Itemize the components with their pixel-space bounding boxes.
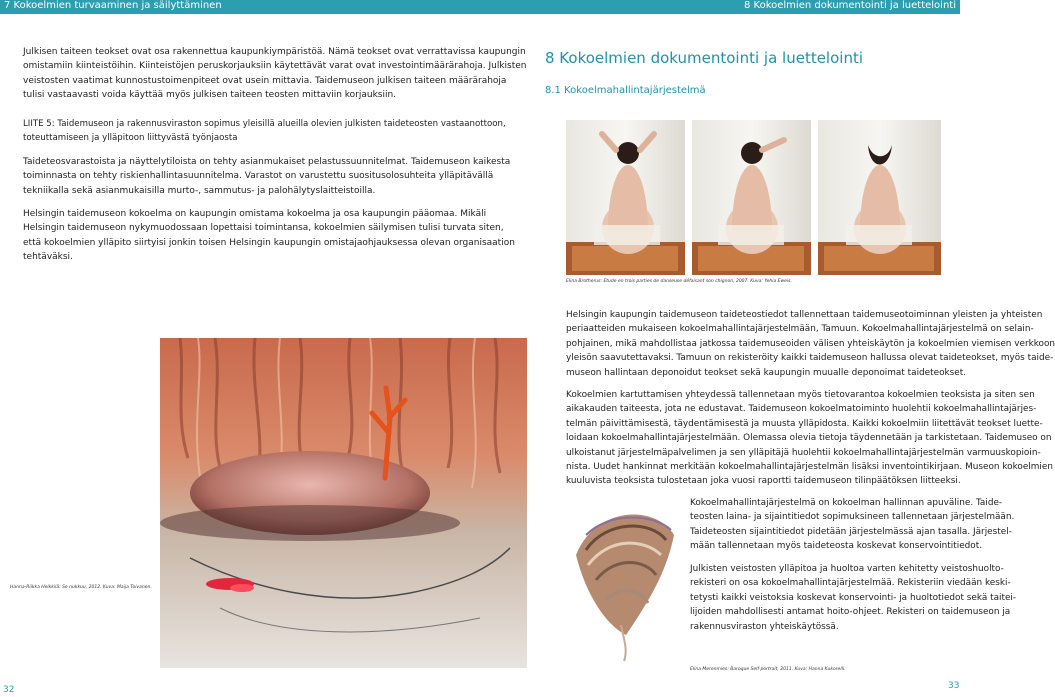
text-line: lijoiden mahdollisesti antamat hoito-ohjeet. Rekisteri on taidemuseon ja — [690, 607, 1011, 618]
painting-image — [160, 338, 527, 668]
right-page-number: 33 — [948, 681, 960, 691]
collection-system-paragraph — [566, 308, 1055, 380]
text-line: museon hallintaan deponoidut teokset sekä kaupungin muualle deponoimat taideteokset. — [566, 367, 967, 378]
text-line: tehtäväksi. — [23, 252, 73, 263]
chapter-heading: 8 Kokoelmien dokumentointi ja luettelointi — [545, 49, 864, 67]
text-line: kuuluvista teoksista tulostetaan joka vuosi raportti taidemuseon tilinpäätöksen liitteeksi. — [566, 476, 961, 487]
text-line: rekisteri on osa kokoelmahallintajärjestelmää. Rekisteriin viedään keski- — [690, 578, 1011, 589]
rescue-plan-paragraph — [23, 155, 510, 198]
appendix-reference-paragraph — [23, 117, 506, 146]
text-line: Taideteosten sijaintitiedot pidetään järjestelmässä ajan tasalla. Järjestel- — [690, 526, 1012, 537]
text-line: että kokoelmien ylläpito siirtyisi jonkin toisen Helsingin kaupungin omistajaohjauksessa olevan organisaation — [23, 237, 515, 248]
text-line: Kokoelmahallintajärjestelmä on kokoelman hallinnan apuväline. Taide- — [690, 498, 1003, 508]
text-line: Julkisen taiteen teokset ovat osa rakennettua kaupunkiympäristöä. Nämä teokset ovat verrattavissa kaupungin — [23, 47, 526, 57]
text-line: aikakauden taiteesta, jota ne edustavat. Taidemuseon kokoelmatoiminto huolehtii kokoelmahallintajärjes- — [566, 404, 1037, 415]
text-line: yleisön saavutettavaksi. Tamuun on rekisteröity kaikki taidemuseon hallussa olevat taideteokset, myös taide- — [566, 353, 1054, 364]
text-line: pohjainen, mikä mahdollistaa jatkossa taidemuseoiden välisen yhteiskäytön ja kokoelmien viemisen verkkoon — [566, 338, 1055, 349]
text-line: telmän päivittämisestä, täydentämisestä ja muusta ylläpidosta. Kaikki kokoelmiin liitettävät teokset luette- — [566, 418, 1043, 429]
text-line: rakennusviraston yhteiskäytössä. — [690, 621, 839, 632]
text-line: Helsingin kaupungin taidemuseon taideteostiedot tallennettaan taidemuseotoiminnan yleisten ja yhteisten — [566, 310, 1043, 320]
portrait-image — [566, 495, 680, 663]
text-line: LIITE 5: Taidemuseon ja rakennusviraston sopimus yleisillä alueilla olevien julkisten taideteosten vastaanottoon, — [23, 119, 506, 129]
text-line: tulisi vastaavasti voida käyttää myös julkisen taiteen teosten mittaviin korjauksiin. — [23, 90, 397, 101]
text-line: loidaan kokoelmahallintajärjestelmään. Olemassa olevia tietoja täydennetään ja tarkistetaan. Taidemuseo on — [566, 433, 1052, 444]
text-line: mään tallennetaan myös taideteosta koskevat konservointitiedot. — [690, 541, 983, 552]
portrait-caption: Elina Merenmies: Baroque Self-portrait, 2011. Kuva: Hanna Kukorelli. — [690, 667, 846, 672]
text-line: Taideteosvarastoista ja näyttelytiloista on tehty asianmukaiset pelastussuunnitelmat. Taidemuseon kaikesta — [23, 157, 511, 167]
text-line: toiminnasta on tehty riskienhallintasuunnitelma. Varastot on varustettu suositusolosuhteita ylläpitävällä — [23, 171, 494, 182]
text-line: tekniikalla sekä asianmukaisilla murto-, sammutus- ja palohälytyslaitteistoilla. — [23, 185, 376, 196]
text-line: veistosten vaatimat kunnostustoimenpiteet ovat usein mittavia. Taidemuseon julkisen taiteen määrärahoja — [23, 75, 507, 86]
text-line: omistamiin kiinteistöihin. Kiinteistöjen peruskorjauksiin käytettävät varat ovat investointimäärärahoja. Julkisten — [23, 61, 527, 72]
photo-triptych — [566, 120, 941, 275]
text-line: tetysti kaikki veistoksia koskevat konservointi- ja huoltotiedot sekä taitei- — [690, 592, 1017, 603]
baroque-self-portrait — [566, 495, 680, 663]
text-line: nista. Uudet hankinnat merkitään kokoelmahallintajärjestelmän lisäksi inventointikirjaan. Museon kokoelmien — [566, 462, 1053, 473]
collection-ownership-paragraph — [23, 207, 515, 265]
text-line: Helsingin taidemuseon nykymuodossaan lopettaisi toimintansa, kokoelmien säilymisen tulisi turvata siten, — [23, 223, 504, 234]
text-line: ulkoistanut järjestelmäpalvelimen ja sen ylläpitäjä huolehtii kokoelmahallintajärjestelmän varmuuskopioin- — [566, 447, 1041, 458]
collection-accrual-paragraph — [566, 388, 1053, 489]
sculpture-register-paragraph — [690, 562, 1016, 634]
right-running-header: 8 Kokoelmien dokumentointi ja luettelointi — [743, 0, 956, 11]
intro-paragraph — [23, 45, 527, 103]
photo-triptych-caption: Elina Brotherus: Etude en trois parties de danseuse défaisant son chignon, 2007. Kuva: Yehia Eweis. — [566, 279, 792, 284]
text-line: teosten laina- ja sijaintitiedot sopimuksineen tallennetaan järjestelmään. — [690, 512, 1015, 523]
text-line: periaatteiden mukaiseen kokoelmahallintajärjestelmään, Tamuun. Kokoelmahallintajärjestelmä on selain- — [566, 324, 1034, 335]
running-header-bar — [0, 0, 960, 14]
text-line: Julkisten veistosten ylläpitoa ja huoltoa varten kehitetty veistoshuolto- — [690, 564, 1004, 574]
left-painting-caption: Hanna-Riikka Heikkilä: Se nukkuu, 2012. Kuva: Maija Toivanen. — [10, 585, 152, 590]
text-line: Kokoelmien kartuttamisen yhteydessä tallennetaan myös tietovarantoa kokoelmien teoksista ja siten sen — [566, 390, 1035, 400]
left-page-number: 32 — [3, 685, 15, 695]
left-running-header: 7 Kokoelmien turvaaminen ja säilyttäminen — [4, 0, 222, 11]
system-usage-paragraph — [690, 496, 1014, 554]
photo-triptych-image — [566, 120, 941, 275]
text-line: Helsingin taidemuseon kokoelma on kaupungin omistama kokoelma ja osa kaupungin pääomaa. Mikäli — [23, 209, 487, 219]
text-line: toteuttamiseen ja ylläpitoon liittyvästä työnjaosta — [23, 133, 238, 144]
painting-se-nukkuu — [160, 338, 527, 668]
section-heading: 8.1 Kokoelmahallintajärjestelmä — [545, 85, 706, 96]
